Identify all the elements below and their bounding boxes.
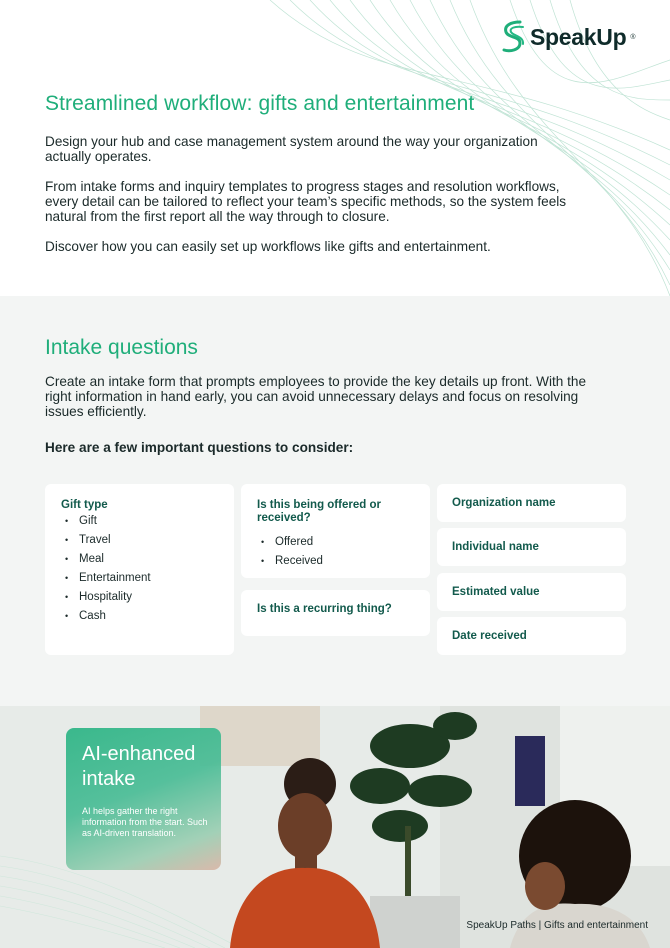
field-card-individual-name (437, 528, 626, 566)
offered-received-list (261, 533, 323, 571)
page-title: Streamlined workflow: gifts and entertainment (45, 92, 475, 115)
intro-paragraph-1: Design your hub and case management system around the way your organization actually operates. (45, 134, 538, 165)
list-item: • Received (261, 552, 323, 571)
offered-received-card (241, 484, 430, 578)
field-card-estimated-value (437, 573, 626, 611)
registered-mark: ® (630, 33, 636, 41)
recurring-title: Is this a recurring thing? (257, 603, 392, 615)
list-item: • Meal (65, 550, 151, 569)
ai-card-title: AI-enhanced intake (82, 743, 196, 790)
gift-type-list (65, 512, 151, 626)
intro-paragraph-2: From intake forms and inquiry templates to progress stages and resolution workflows, every detail can be tailored to reflect your team’s specific methods, so the system feels natural from the first report all the way through to closure. (45, 179, 567, 225)
list-item: • Entertainment (65, 569, 151, 588)
intake-title: Intake questions (45, 336, 198, 359)
speakup-logo-icon (500, 18, 526, 56)
field-label: Organization name (452, 497, 556, 509)
list-item: • Travel (65, 531, 151, 550)
field-label: Estimated value (452, 586, 540, 598)
field-label: Date received (452, 630, 527, 642)
gift-type-card (45, 484, 234, 655)
ai-card-text: AI helps gather the right information from the start. Such as AI-driven translation. (82, 806, 208, 838)
field-label: Individual name (452, 541, 539, 553)
recurring-card (241, 590, 430, 636)
logo-wordmark: SpeakUp (530, 23, 627, 50)
intro-paragraph-3: Discover how you can easily set up workflows like gifts and entertainment. (45, 239, 491, 254)
field-card-date-received (437, 617, 626, 655)
gift-type-title: Gift type (61, 499, 108, 511)
intake-description: Create an intake form that prompts employees to provide the key details up front. With the right information in hand early, you can avoid unnecessary delays and focus on resolving issues efficiently. (45, 374, 587, 420)
field-card-organization-name (437, 484, 626, 522)
list-item: • Cash (65, 607, 151, 626)
list-item: • Hospitality (65, 588, 151, 607)
offered-received-title: Is this being offered or received? (257, 499, 381, 524)
list-item: • Gift (65, 512, 151, 531)
list-item: • Offered (261, 533, 323, 552)
intake-subheading: Here are a few important questions to consider: (45, 440, 354, 455)
page-footer: SpeakUp Paths | Gifts and entertainment (466, 920, 648, 931)
speakup-logo (500, 18, 636, 56)
